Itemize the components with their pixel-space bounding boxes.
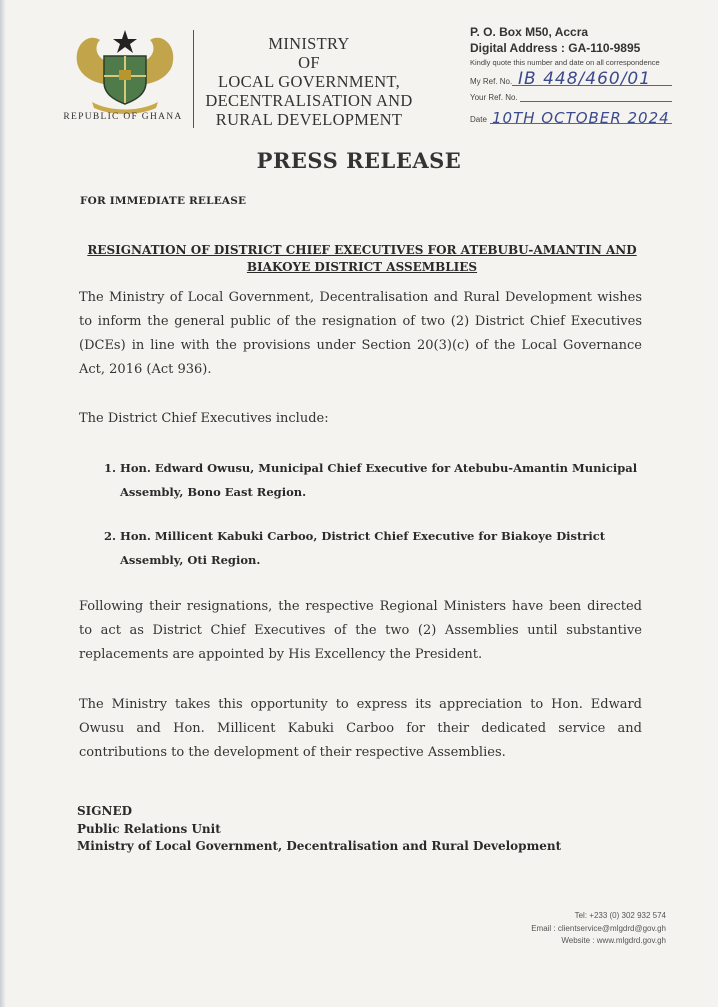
signature-block [77, 803, 561, 856]
quote-note: Kindly quote this number and date on all correspondence [470, 58, 660, 67]
footer-tel: Tel: +233 (0) 302 932 574 [574, 911, 666, 920]
po-box: P. O. Box M50, Accra [470, 25, 589, 39]
signed-label: SIGNED [77, 804, 133, 818]
footer-contact [470, 910, 666, 948]
date-value: 10TH OCTOBER 2024 [492, 109, 670, 127]
signature-ministry: Ministry of Local Government, Decentralisation and Rural Development [77, 839, 562, 853]
ghana-coat-of-arms-icon [70, 26, 180, 114]
list-number: 1. [104, 461, 117, 475]
ministry-line: LOCAL GOVERNMENT, [218, 72, 400, 91]
my-ref-value: IB 448/460/01 [518, 69, 652, 89]
ministry-line: OF [298, 53, 320, 72]
your-ref-line [470, 91, 690, 105]
immediate-release-label: FOR IMMEDIATE RELEASE [80, 195, 247, 207]
executive-list-item [104, 456, 644, 504]
my-ref-line [470, 69, 690, 89]
executive-entry: Hon. Millicent Kabuki Carboo, District Chief Executive for Biakoye District Assembly, Oti Region. [120, 529, 606, 567]
footer-email: Email : clientservice@mlgdrd@gov.gh [531, 923, 666, 933]
include-paragraph: The District Chief Executives include: [79, 411, 329, 426]
ministry-name [200, 34, 418, 129]
republic-label: REPUBLIC OF GHANA [63, 112, 183, 122]
ministry-line: RURAL DEVELOPMENT [215, 110, 403, 129]
your-ref-label: Your Ref. No. [470, 93, 518, 102]
date-label: Date [470, 115, 487, 124]
your-ref-underline [520, 101, 672, 102]
executive-list-item [104, 524, 644, 572]
date-line [470, 107, 690, 127]
signature-unit: Public Relations Unit [77, 821, 221, 836]
page-title: PRESS RELEASE [256, 148, 462, 173]
ministry-line: MINISTRY [268, 34, 350, 53]
subject-heading: RESIGNATION OF DISTRICT CHIEF EXECUTIVES FOR ATEBUBU-AMANTIN AND BIAKOYE DISTRICT ASSEMBLIES [87, 243, 637, 274]
ministry-line: DECENTRALISATION AND [205, 91, 413, 110]
intro-paragraph: The Ministry of Local Government, Decentralisation and Rural Development wishes to inform the general public of the resignation of two (2) District Chief Executives (DCEs) in line with the provisions under Section 20(3)(c) of the Local Governance Act, 2016 (Act 936). [79, 290, 642, 377]
digital-address: Digital Address : GA-110-9895 [470, 41, 641, 55]
footer-website: Website : www.mlgdrd.gov.gh [561, 936, 666, 945]
following-paragraph: Following their resignations, the respective Regional Ministers have been directed to act as District Chief Executives of the two (2) Assemblies until substantive replacements are appointed by His Excellency the President. [79, 599, 642, 662]
appreciation-paragraph: The Ministry takes this opportunity to express its appreciation to Hon. Edward Owusu and Hon. Millicent Kabuki Carboo for their dedicated service and contributions to the development of their respective Assemblies. [79, 697, 642, 760]
contact-box [470, 24, 690, 127]
list-number: 2. [104, 529, 117, 543]
my-ref-label: My Ref. No. [470, 77, 513, 86]
executive-entry: Hon. Edward Owusu, Municipal Chief Executive for Atebubu-Amantin Municipal Assembly, Bono East Region. [120, 461, 638, 499]
header-divider [193, 30, 194, 128]
